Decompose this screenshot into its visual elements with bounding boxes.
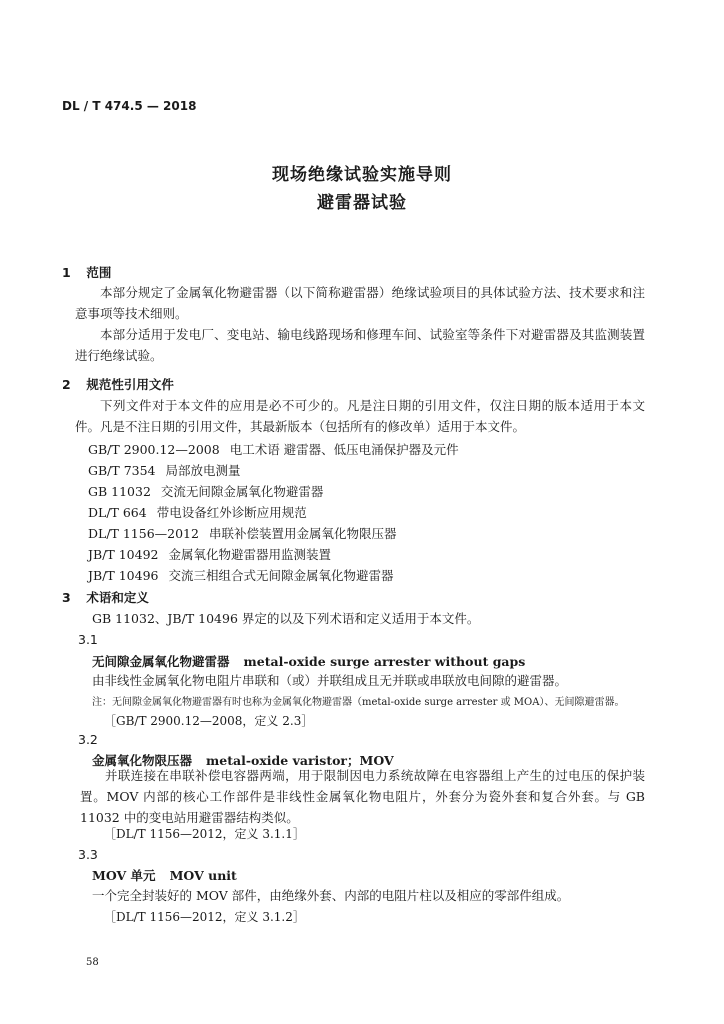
- reference-title: 电工术语 避雷器、低压电涌保护器及元件: [229, 442, 459, 457]
- page-number: 58: [86, 957, 99, 968]
- term-heading: [92, 866, 237, 884]
- reference-code: GB/T 2900.12—2008: [88, 442, 220, 457]
- section-number: 1: [62, 265, 71, 280]
- term-definition: 由非线性金属氧化物电阻片串联和（或）并联组成且无并联或串联放电间隙的避雷器。: [92, 673, 568, 688]
- section-3-heading: [62, 588, 149, 606]
- reference-item: [88, 524, 396, 542]
- term-english: metal-oxide surge arrester without gaps: [243, 654, 526, 669]
- reference-title: 金属氧化物避雷器用监测装置: [168, 547, 331, 562]
- section-title: 规范性引用文件: [86, 377, 174, 392]
- term-source: ［DL/T 1156—2012，定义 3.1.2］: [104, 910, 305, 924]
- reference-item: [88, 482, 323, 500]
- clause-number: 3.1: [78, 632, 98, 647]
- normative-references-paragraph: 下列文件对于本文件的应用是必不可少的。凡是注日期的引用文件，仅注日期的版本适用于本文件。凡是不注日期的引用文件，其最新版本（包括所有的修改单）适用于本文件。: [75, 398, 645, 434]
- section-1-heading: [62, 263, 111, 281]
- document-subtitle: 避雷器试验: [317, 193, 407, 213]
- term-source: ［DL/T 1156—2012，定义 3.1.1］: [104, 827, 305, 841]
- term-source: ［GB/T 2900.12—2008，定义 2.3］: [104, 714, 314, 728]
- reference-title: 串联补偿装置用金属氧化物限压器: [208, 526, 397, 541]
- reference-item: [88, 440, 459, 458]
- document-title: 现场绝缘试验实施导则: [272, 165, 452, 185]
- section-title: 范围: [86, 265, 112, 280]
- section-number: 3: [62, 590, 71, 605]
- term-chinese: MOV 单元: [92, 868, 156, 883]
- reference-item: [88, 566, 394, 584]
- reference-code: GB/T 7354: [88, 463, 156, 478]
- reference-title: 带电设备红外诊断应用规范: [156, 505, 307, 520]
- clause-number: 3.3: [78, 847, 98, 862]
- reference-code: GB 11032: [88, 484, 151, 499]
- reference-code: JB/T 10496: [88, 568, 159, 583]
- reference-item: [88, 545, 331, 563]
- term-note: 注：无间隙金属氧化物避雷器有时也称为金属氧化物避雷器（metal-oxide surge arrester 或 MOA）、无间隙避雷器。: [92, 697, 625, 708]
- reference-item: [88, 503, 307, 521]
- reference-code: DL/T 664: [88, 505, 147, 520]
- section-number: 2: [62, 377, 71, 392]
- term-definition: 并联连接在串联补偿电容器两端，用于限制因电力系统故障在电容器组上产生的过电压的保护装置。MOV 内部的核心工作部件是非线性金属氧化物电阻片，外套分为瓷外套和复合外套。与 GB 11032 中的变电站用避雷器结构类似。: [80, 768, 645, 825]
- standard-code: DL / T 474.5 — 2018: [62, 99, 197, 113]
- term-definition: 一个完全封装好的 MOV 部件，由绝缘外套、内部的电阻片柱以及相应的零部件组成。: [92, 888, 570, 903]
- reference-item: [88, 461, 241, 479]
- reference-title: 交流无间隙金属氧化物避雷器: [160, 484, 324, 499]
- scope-paragraph-1: 本部分规定了金属氧化物避雷器（以下简称避雷器）绝缘试验项目的具体试验方法、技术要求和注意事项等技术细则。: [75, 285, 645, 321]
- term-chinese: 无间隙金属氧化物避雷器: [92, 654, 230, 669]
- clause-number: 3.2: [78, 732, 98, 747]
- term-english: metal-oxide varistor；MOV: [206, 753, 394, 768]
- scope-paragraph-2: 本部分适用于发电厂、变电站、输电线路现场和修理车间、试验室等条件下对避雷器及其监测装置进行绝缘试验。: [75, 327, 645, 363]
- terms-intro: GB 11032、JB/T 10496 界定的以及下列术语和定义适用于本文件。: [92, 611, 480, 626]
- term-english: MOV unit: [169, 868, 237, 883]
- term-chinese: 金属氧化物限压器: [92, 753, 193, 768]
- term-heading: [92, 652, 525, 670]
- reference-code: JB/T 10492: [88, 547, 159, 562]
- section-2-heading: [62, 375, 174, 393]
- reference-title: 交流三相组合式无间隙金属氧化物避雷器: [168, 568, 394, 583]
- reference-title: 局部放电测量: [165, 463, 241, 478]
- section-title: 术语和定义: [86, 590, 149, 605]
- reference-code: DL/T 1156—2012: [88, 526, 199, 541]
